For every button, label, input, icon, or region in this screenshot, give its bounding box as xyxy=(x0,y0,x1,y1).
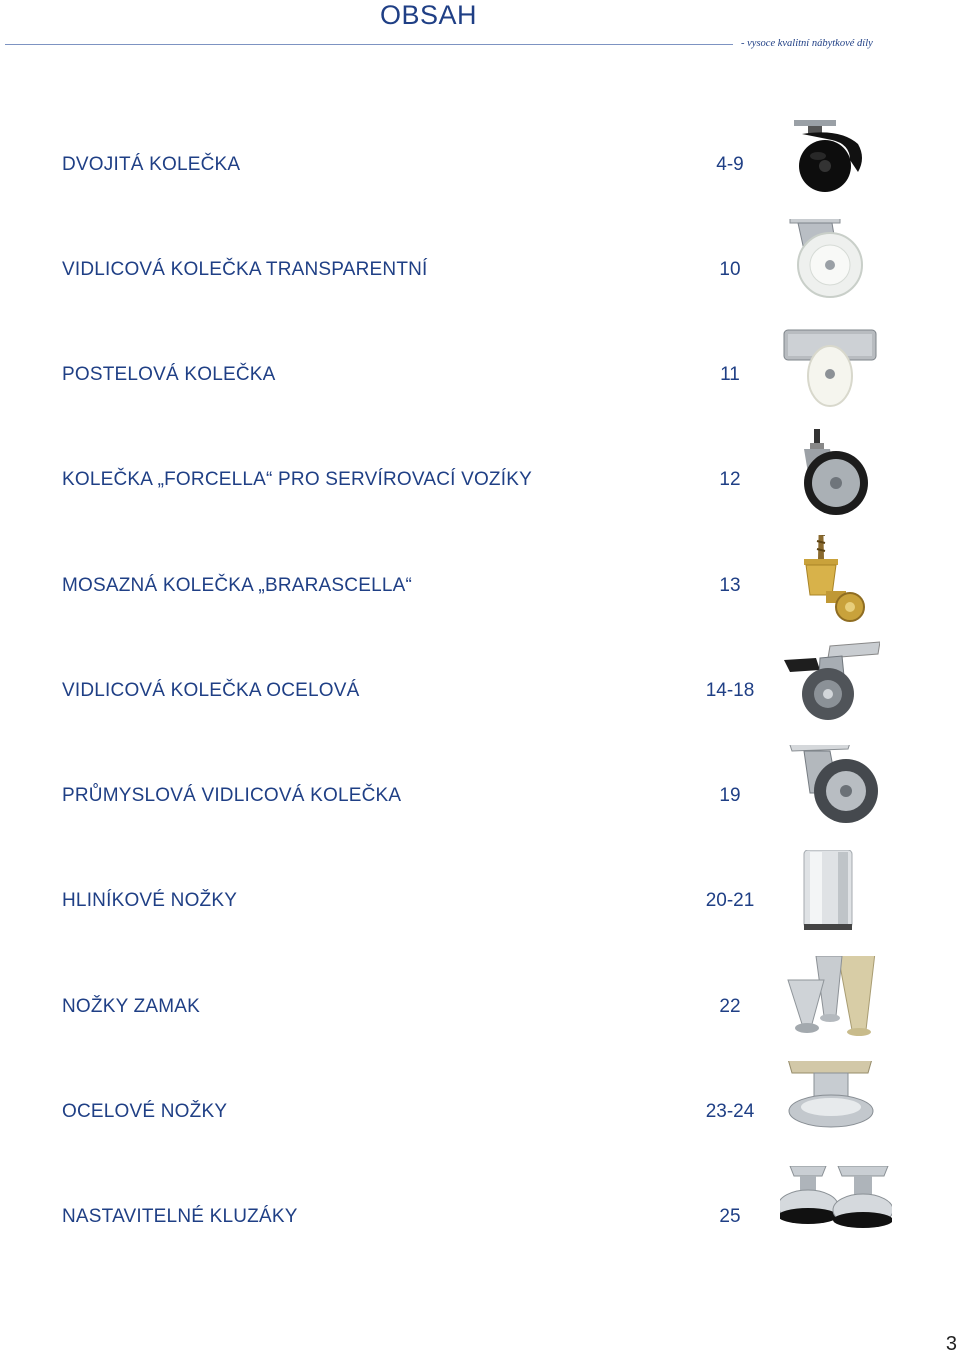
toc-label: NOŽKY ZAMAK xyxy=(62,996,201,1017)
toc-page-number: 13 xyxy=(719,575,741,596)
stem-caster-icon xyxy=(780,429,880,529)
toc-label: VIDLICOVÁ KOLEČKA OCELOVÁ xyxy=(62,680,360,701)
steel-caster-icon xyxy=(780,640,880,740)
toc-page-number: 14-18 xyxy=(705,680,755,701)
toc-page-number: 19 xyxy=(719,785,741,806)
toc-row[interactable] xyxy=(0,1166,960,1266)
toc-label: NASTAVITELNÉ KLUZÁKY xyxy=(62,1206,298,1227)
toc-page-number: 10 xyxy=(719,259,741,280)
zamak-legs-icon xyxy=(780,956,880,1056)
toc-row[interactable] xyxy=(0,535,960,635)
transparent-caster-icon xyxy=(780,219,880,319)
toc-page-number: 23-24 xyxy=(705,1101,755,1122)
toc-page-number: 12 xyxy=(719,469,741,490)
toc-label: PRŮMYSLOVÁ VIDLICOVÁ KOLEČKA xyxy=(62,785,402,806)
toc-row[interactable] xyxy=(0,219,960,319)
toc-row[interactable] xyxy=(0,850,960,950)
page-title: OBSAH xyxy=(380,0,478,30)
adjustable-glides-icon xyxy=(780,1166,892,1266)
toc-label: HLINÍKOVÉ NOŽKY xyxy=(62,890,238,911)
header-divider xyxy=(5,44,733,45)
industrial-caster-icon xyxy=(780,745,880,845)
steel-leg-icon xyxy=(780,1061,880,1161)
toc-page-number: 20-21 xyxy=(705,890,755,911)
brass-caster-icon xyxy=(780,535,880,635)
toc-page-number: 11 xyxy=(720,364,740,385)
page-number: 3 xyxy=(945,1333,957,1355)
toc-row[interactable] xyxy=(0,956,960,1056)
toc-label: POSTELOVÁ KOLEČKA xyxy=(62,364,276,385)
toc-row[interactable] xyxy=(0,114,960,214)
toc-label: KOLEČKA „FORCELLA“ PRO SERVÍROVACÍ VOZÍKY xyxy=(62,469,532,490)
toc-label: VIDLICOVÁ KOLEČKA TRANSPARENTNÍ xyxy=(62,259,428,280)
aluminium-leg-icon xyxy=(780,850,880,950)
toc-page-number: 4-9 xyxy=(716,154,744,175)
toc-label: OCELOVÉ NOŽKY xyxy=(62,1101,228,1122)
toc-row[interactable] xyxy=(0,429,960,529)
twin-caster-icon xyxy=(780,114,880,214)
toc-label: DVOJITÁ KOLEČKA xyxy=(62,154,241,175)
header-tagline: - vysoce kvalitní nábytkové díly xyxy=(741,38,873,49)
toc-row[interactable] xyxy=(0,640,960,740)
bed-caster-icon xyxy=(780,324,880,424)
toc-page-number: 22 xyxy=(719,996,741,1017)
toc-row[interactable] xyxy=(0,1061,960,1161)
toc-page-number: 25 xyxy=(719,1206,741,1227)
toc-row[interactable] xyxy=(0,324,960,424)
toc-row[interactable] xyxy=(0,745,960,845)
toc-label: MOSAZNÁ KOLEČKA „BRARASCELLA“ xyxy=(62,575,413,596)
